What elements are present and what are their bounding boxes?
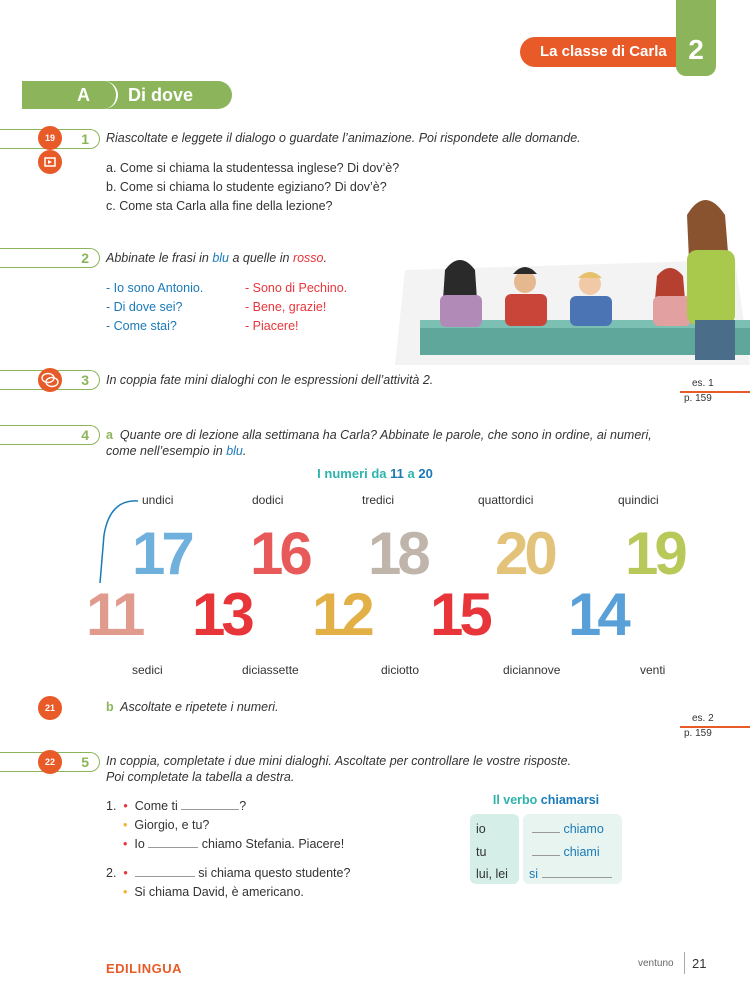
- table-title-verb: chiamarsi: [540, 793, 600, 807]
- audio-track-number: 22: [44, 757, 55, 767]
- page-number: 21: [692, 956, 707, 971]
- number-digits: 14: [568, 581, 627, 648]
- blank-field[interactable]: [532, 855, 560, 856]
- dialogue-text: chiamo Stefania. Piacere!: [201, 837, 345, 851]
- footer-divider: [684, 952, 685, 974]
- number-word: dodici: [252, 493, 284, 507]
- publisher-logo: EDILINGUA: [106, 961, 182, 976]
- exercise-1-number: 1: [81, 131, 89, 147]
- section-title: Di dove sei?: [128, 85, 194, 133]
- instr-blue-word: blu: [226, 444, 243, 458]
- blank-field[interactable]: [542, 877, 612, 878]
- pronoun: io: [476, 822, 486, 836]
- big-number: [250, 520, 309, 587]
- number-word: venti: [640, 663, 666, 677]
- audio-icon[interactable]: [38, 126, 62, 150]
- exercise-4-number: 4: [81, 427, 89, 443]
- big-number: [430, 581, 489, 648]
- dialogue-text: Come ti: [134, 799, 178, 813]
- dialogue-1-line-2: • Giorgio, e tu?: [123, 818, 210, 832]
- audio-icon[interactable]: [38, 750, 62, 774]
- dialogue-2-line-1: 2. • si chiama questo studente?: [106, 866, 351, 880]
- question-a: a. Come si chiama la studentessa inglese? Di dov’è?: [106, 161, 400, 175]
- blank-field[interactable]: [181, 809, 239, 810]
- dialogue-text: Io: [134, 837, 145, 851]
- numbers-heading: [0, 466, 750, 481]
- pronoun: lui, lei: [476, 867, 508, 881]
- number-digits: 15: [430, 581, 489, 648]
- exercise-5-instruction: In coppia, completate i due mini dialoghi. Ascoltate per controllare le vostre risposte.: [106, 754, 572, 768]
- number-word: sedici: [132, 663, 163, 677]
- number-digits: 19: [625, 520, 684, 587]
- number-word: diciannove: [503, 663, 561, 677]
- big-number: [132, 520, 191, 587]
- question-b: b. Come si chiama lo studente egiziano? Di dov’è?: [106, 180, 387, 194]
- verb-form-row: [529, 865, 612, 884]
- verb-form: chiamo: [563, 822, 604, 836]
- number-word: quattordici: [478, 493, 534, 507]
- dialogue-2-line-2: • Si chiama David, è americano.: [123, 885, 304, 899]
- exercise-2-pill: [0, 248, 100, 268]
- big-number: [568, 581, 627, 648]
- exercise-1-instruction: Riascoltate e leggete il dialogo o guardate l’animazione. Poi rispondete alle domande.: [106, 131, 581, 145]
- exercise-4a-instruction: [106, 428, 652, 442]
- big-number: [192, 581, 251, 648]
- section-heading: [22, 81, 232, 133]
- instr-text: Quante ore di lezione alla settimana ha Carla? Abbinate le parole, che sono in ordine, ai numeri,: [119, 428, 652, 442]
- number-digits: 16: [250, 520, 309, 587]
- exercise-4-pill: [0, 425, 100, 445]
- video-icon[interactable]: [38, 150, 62, 174]
- blue-item: - Di dove sei?: [106, 300, 183, 314]
- audio-icon[interactable]: [38, 696, 62, 720]
- exercise-5-number: 5: [81, 754, 89, 770]
- pair-work-icon: [38, 368, 62, 392]
- heading-number: 11: [390, 466, 404, 481]
- page-number-word: ventuno: [638, 958, 674, 969]
- heading-text: I numeri da: [317, 466, 391, 481]
- instr-text: .: [323, 251, 327, 265]
- heading-number: 20: [418, 466, 433, 481]
- instr-text: a quelle in: [229, 251, 293, 265]
- dialogue-text: Si chiama David, è americano.: [134, 885, 304, 899]
- number-digits: 11: [86, 581, 142, 648]
- blank-field[interactable]: [148, 847, 198, 848]
- number-word: diciassette: [242, 663, 299, 677]
- dialogue-number: 1.: [106, 799, 117, 813]
- ref-exercise: es. 2: [692, 713, 714, 724]
- part-b-label: b: [106, 700, 114, 714]
- heading-text: a: [403, 466, 419, 481]
- number-digits: 18: [368, 520, 427, 587]
- exercise-3-number: 3: [81, 372, 89, 388]
- part-a-label: a: [106, 428, 113, 442]
- chapter-title: La classe di Carla: [520, 37, 680, 67]
- dialogue-number: 2.: [106, 866, 117, 880]
- instr-text: Abbinate le frasi in: [106, 251, 213, 265]
- instr-text: Ascoltate e ripetete i numeri.: [120, 700, 279, 714]
- number-word: diciotto: [381, 663, 420, 677]
- audio-track-number: 19: [44, 133, 55, 143]
- big-number: [86, 581, 142, 648]
- dialogue-text: si chiama questo studente?: [198, 866, 351, 880]
- number-word: undici: [142, 493, 174, 507]
- dialogue-text: ?: [239, 799, 247, 813]
- instr-text: .: [242, 444, 247, 458]
- classroom-illustration: [395, 190, 750, 365]
- number-digits: 13: [192, 581, 251, 648]
- verb-form-row: [532, 843, 600, 862]
- exercise-4a-instruction-2: [106, 444, 246, 458]
- verb-form: chiami: [563, 845, 600, 859]
- dialogue-1-line-3: • Io chiamo Stefania. Piacere!: [123, 837, 345, 851]
- number-word: quindici: [618, 493, 659, 507]
- question-c: c. Come sta Carla alla fine della lezione?: [106, 199, 333, 213]
- big-number: [368, 520, 427, 587]
- ref-page: p. 159: [684, 728, 712, 739]
- exercise-2-instruction: [106, 251, 327, 265]
- red-item: - Piacere!: [245, 319, 299, 333]
- verb-form-row: [532, 820, 604, 839]
- instr-text: come nell’esempio in: [106, 444, 227, 458]
- number-word: tredici: [362, 493, 395, 507]
- dialogue-1-line-1: 1. • Come ti ?: [106, 799, 247, 813]
- pronoun: tu: [476, 845, 487, 859]
- table-title-text: Il verbo: [492, 793, 541, 807]
- blank-field[interactable]: [532, 832, 560, 833]
- number-digits: 17: [132, 520, 191, 587]
- red-item: - Bene, grazie!: [245, 300, 327, 314]
- blue-item: - Io sono Antonio.: [106, 281, 204, 295]
- big-number: [312, 581, 371, 648]
- blank-field[interactable]: [135, 876, 195, 877]
- chapter-number: 2: [676, 0, 716, 76]
- instr-blue-word: blu: [212, 251, 229, 265]
- verb-prefix: si: [529, 867, 539, 881]
- exercise-4b-instruction: [106, 700, 279, 714]
- ref-exercise: es. 1: [692, 378, 714, 389]
- number-digits: 12: [312, 581, 371, 648]
- big-number: [495, 520, 554, 587]
- exercise-3-instruction: In coppia fate mini dialoghi con le espressioni dell’attività 2.: [106, 373, 434, 387]
- big-number: [625, 520, 684, 587]
- exercise-5-instruction-2: Poi completate la tabella a destra.: [106, 770, 295, 784]
- audio-track-number: 21: [44, 703, 55, 713]
- dialogue-text: Giorgio, e tu?: [134, 818, 210, 832]
- verb-table-title: [470, 793, 622, 807]
- red-item: - Sono di Pechino.: [245, 281, 348, 295]
- ref-page: p. 159: [684, 393, 712, 404]
- section-separator: [104, 81, 118, 109]
- exercise-2-number: 2: [81, 250, 89, 266]
- section-letter: A: [77, 85, 90, 105]
- blue-item: - Come stai?: [106, 319, 177, 333]
- number-digits: 20: [495, 520, 554, 587]
- instr-red-word: rosso: [292, 251, 324, 265]
